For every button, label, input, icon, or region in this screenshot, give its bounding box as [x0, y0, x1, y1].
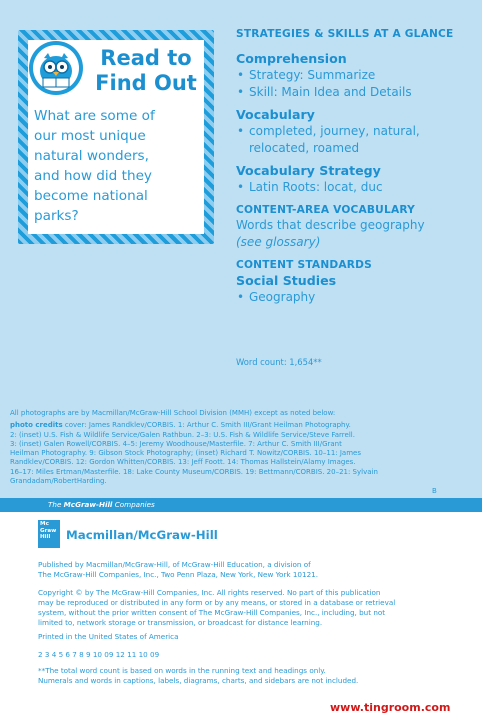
credits-line: Randklev/CORBIS. 12: Gordon Whitten/CORBIS. 13: Jeff Foott. 14: Thomas Hallstein/Alamy Images. [10, 458, 356, 467]
comprehension-item [236, 67, 476, 84]
bullet: • [237, 68, 245, 82]
credits-line: Heilman Photography. 9: Gibson Stock Photography; (inset) Richard T. Nowitz/CORBIS. 10–11: James [10, 449, 361, 458]
content-area-text: Words that describe geography [236, 218, 425, 232]
strategies-column [236, 27, 476, 306]
vocab-strategy-item [236, 179, 476, 196]
credits-line: Grandadam/RobertHarding. [10, 477, 107, 486]
question-line: natural wonders, [34, 148, 149, 164]
band-text [48, 499, 155, 511]
copyright-line: system, without the prior written consent of The McGraw-Hill Companies, Inc., including, but not [38, 608, 386, 617]
copyright-line: Copyright © by The McGraw-Hill Companies, Inc. All rights reserved. No part of this publication [38, 588, 381, 597]
bullet: • [237, 124, 245, 138]
bullet: • [237, 180, 245, 194]
vocabulary-heading: Vocabulary [236, 107, 315, 122]
question-line: parks? [34, 208, 79, 224]
copyright-notice [38, 588, 448, 628]
title-line-2: Find Out [95, 71, 197, 95]
word-count: Word count: 1,654** [236, 357, 322, 367]
logo-line: Mc [40, 521, 49, 527]
site-watermark: www.tingroom.com [330, 701, 451, 714]
strategies-header: STRATEGIES & SKILLS AT A GLANCE [236, 28, 454, 40]
item-text: Latin Roots: locat, duc [249, 180, 383, 194]
word-count-footnote [38, 666, 448, 686]
glossary-note: (see glossary) [236, 235, 321, 249]
read-to-find-out-box [18, 30, 214, 244]
credits-intro: All photographs are by Macmillan/McGraw-Hill School Division (MMH) except as noted below: [10, 409, 336, 417]
item-text: Geography [249, 290, 316, 304]
mcgraw-hill-companies-band [0, 498, 482, 512]
read-to-find-out-inner [28, 40, 204, 234]
published-line: The McGraw-Hill Companies, Inc., Two Penn Plaza, New York, New York 10121. [38, 570, 319, 579]
print-numbers: 2 3 4 5 6 7 8 9 10 09 12 11 10 09 [38, 650, 160, 659]
owl-reader-icon [26, 38, 86, 98]
photo-credits [10, 409, 440, 486]
question-line: What are some of [34, 108, 155, 124]
vocabulary-item [236, 123, 476, 140]
published-by [38, 560, 448, 580]
question-line: become national [34, 188, 148, 204]
published-line: Published by Macmillan/McGraw-Hill, of McGraw-Hill Education, a division of [38, 560, 311, 569]
item-text: completed, journey, natural, [249, 124, 420, 138]
footnote-line: **The total word count is based on words in the running text and headings only. [38, 666, 326, 675]
question-line: and how did they [34, 168, 152, 184]
standards-subject: Social Studies [236, 273, 337, 288]
vocabulary-item-continued: relocated, roamed [249, 141, 360, 155]
credits-line: 2: (inset) U.S. Fish & Wildlife Service/Galen Rathbun. 2–3: U.S. Fish & Wildlife Service/Steve Farrell. [10, 430, 355, 439]
band-brand: McGraw-Hill [63, 500, 113, 509]
copyright-line: may be reproduced or distributed in any form or by any means, or stored in a database or retrieval [38, 598, 396, 607]
content-standards-heading: CONTENT STANDARDS [236, 259, 372, 271]
band-the: The [48, 500, 64, 509]
bullet: • [237, 290, 245, 304]
item-text: Strategy: Summarize [249, 68, 376, 82]
vocab-strategy-heading: Vocabulary Strategy [236, 163, 381, 178]
credits-line [10, 421, 440, 430]
credits-line: 3: (inset) Galen Rowell/CORBIS. 4–5: Jeremy Woodhouse/Masterfile. 7: Arthur C. Smith III/Grant [10, 439, 342, 448]
credits-text: cover: James Randklev/CORBIS. 1: Arthur C. Smith III/Grant Heilman Photography. [62, 421, 351, 430]
bullet: • [237, 85, 245, 99]
question-line: our most unique [34, 128, 146, 144]
item-text: Skill: Main Idea and Details [249, 85, 412, 99]
credits-line: 16–17: Miles Ertman/Masterfile. 18: Lake County Museum/CORBIS. 19: Bettmann/CORBIS. 20–21: Sylvain [10, 467, 378, 476]
copyright-line: limited to, network storage or transmission, or broadcast for distance learning. [38, 618, 323, 627]
read-question [34, 106, 204, 226]
band-companies: Companies [112, 500, 155, 509]
title-line-1: Read to [100, 46, 192, 70]
printed-in: Printed in the United States of America [38, 632, 179, 641]
publisher-name: Macmillan/McGraw-Hill [66, 528, 218, 542]
read-to-find-out-title [86, 46, 206, 96]
logo-line: Hill [40, 534, 51, 541]
footnote-line: Numerals and words in captions, labels, diagrams, charts, and sidebars are not included. [38, 676, 359, 685]
comprehension-heading: Comprehension [236, 51, 347, 66]
page-letter: B [432, 487, 437, 495]
comprehension-item [236, 84, 476, 101]
content-area-heading: CONTENT-AREA VOCABULARY [236, 204, 415, 216]
logo-line: Graw [40, 527, 57, 534]
standards-item [236, 289, 476, 306]
credits-label: photo credits [10, 421, 63, 430]
mcgraw-hill-logo [38, 520, 60, 548]
